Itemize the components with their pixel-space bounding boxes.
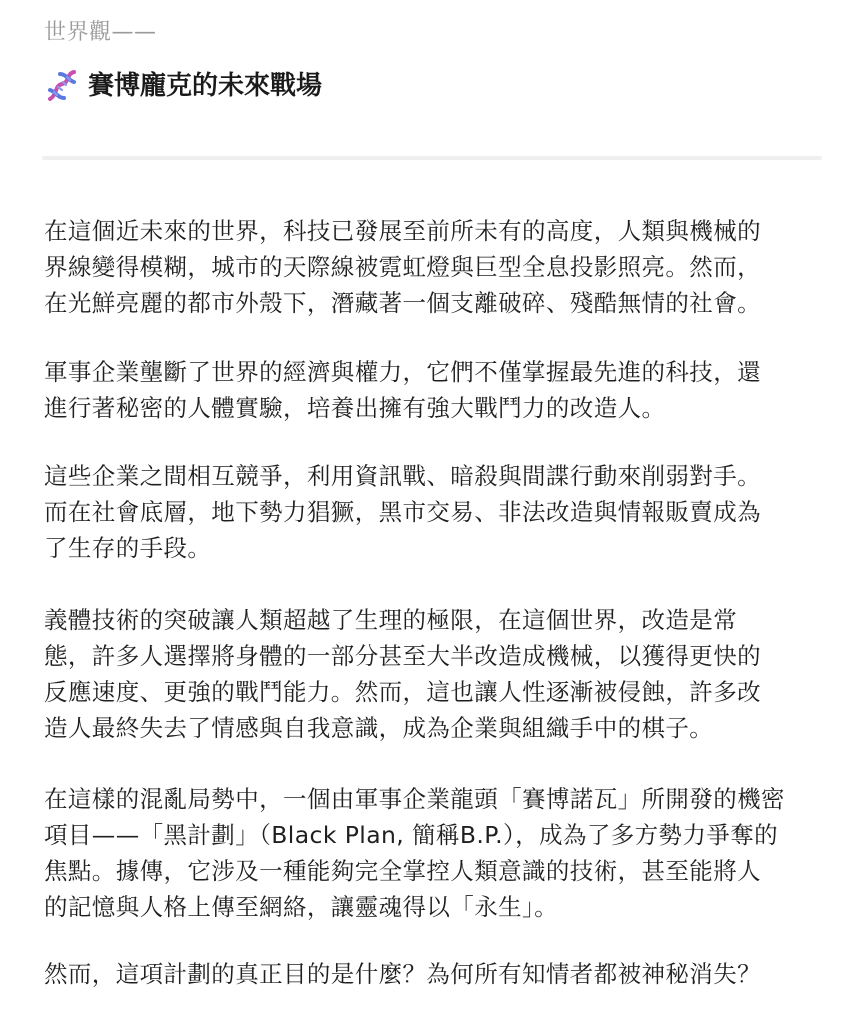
paragraph-line: 而在社會底層，地下勢力猖獗，黑市交易、非法改造與情報販賣成為 (44, 498, 761, 526)
page-title: 賽博龐克的未來戰場 (88, 71, 323, 101)
paragraph-mystery (44, 956, 834, 992)
paragraph-line: 造人最終失去了情感與自我意識，成為企業與組織手中的棋子。 (44, 714, 714, 742)
paragraph-line: 態，許多人選擇將身體的一部分甚至大半改造成機械，以獲得更快的 (44, 642, 761, 670)
paragraph-black-plan (44, 781, 834, 925)
paragraph-line: 在光鮮亮麗的都市外殼下，潛藏著一個支離破碎、殘酷無情的社會。 (44, 289, 761, 317)
paragraph-line: 然而，這項計劃的真正目的是什麼？為何所有知情者都被神秘消失？ (44, 960, 761, 988)
paragraph-line: 在這樣的混亂局勢中，一個由軍事企業龍頭「賽博諾瓦」所開發的機密 (44, 785, 785, 813)
paragraph-line: 的記憶與人格上傳至網絡，讓靈魂得以「永生」。 (44, 893, 559, 921)
divider (42, 156, 822, 160)
paragraph-line: 焦點。據傳，它涉及一種能夠完全掌控人類意識的技術，甚至能將人 (44, 857, 761, 885)
paragraph-line: 項目——「黑計劃」（Black Plan, 簡稱B.P.），成為了多方勢力爭奪的 (44, 821, 779, 849)
paragraph-line: 軍事企業壟斷了世界的經濟與權力，它們不僅掌握最先進的科技，還 (44, 358, 761, 386)
paragraph-corporations (44, 354, 834, 426)
paragraph-line: 界線變得模糊，城市的天際線被霓虹燈與巨型全息投影照亮。然而， (44, 253, 761, 281)
paragraph-line: 進行著秘密的人體實驗，培養出擁有強大戰鬥力的改造人。 (44, 394, 666, 422)
dna-icon (44, 68, 80, 104)
paragraph-line: 反應速度、更強的戰鬥能力。然而，這也讓人性逐漸被侵蝕，許多改 (44, 678, 761, 706)
paragraph-intro (44, 213, 834, 321)
paragraph-line: 義體技術的突破讓人類超越了生理的極限，在這個世界，改造是常 (44, 606, 738, 634)
paragraph-line: 在這個近未來的世界，科技已發展至前所未有的高度，人類與機械的 (44, 217, 761, 245)
page-heading (44, 66, 322, 106)
paragraph-line: 這些企業之間相互競爭，利用資訊戰、暗殺與間諜行動來削弱對手。 (44, 462, 761, 490)
paragraph-line: 了生存的手段。 (44, 534, 212, 562)
section-label: 世界觀—— (44, 20, 157, 45)
paragraph-competition (44, 458, 834, 566)
paragraph-cybernetics (44, 602, 834, 746)
